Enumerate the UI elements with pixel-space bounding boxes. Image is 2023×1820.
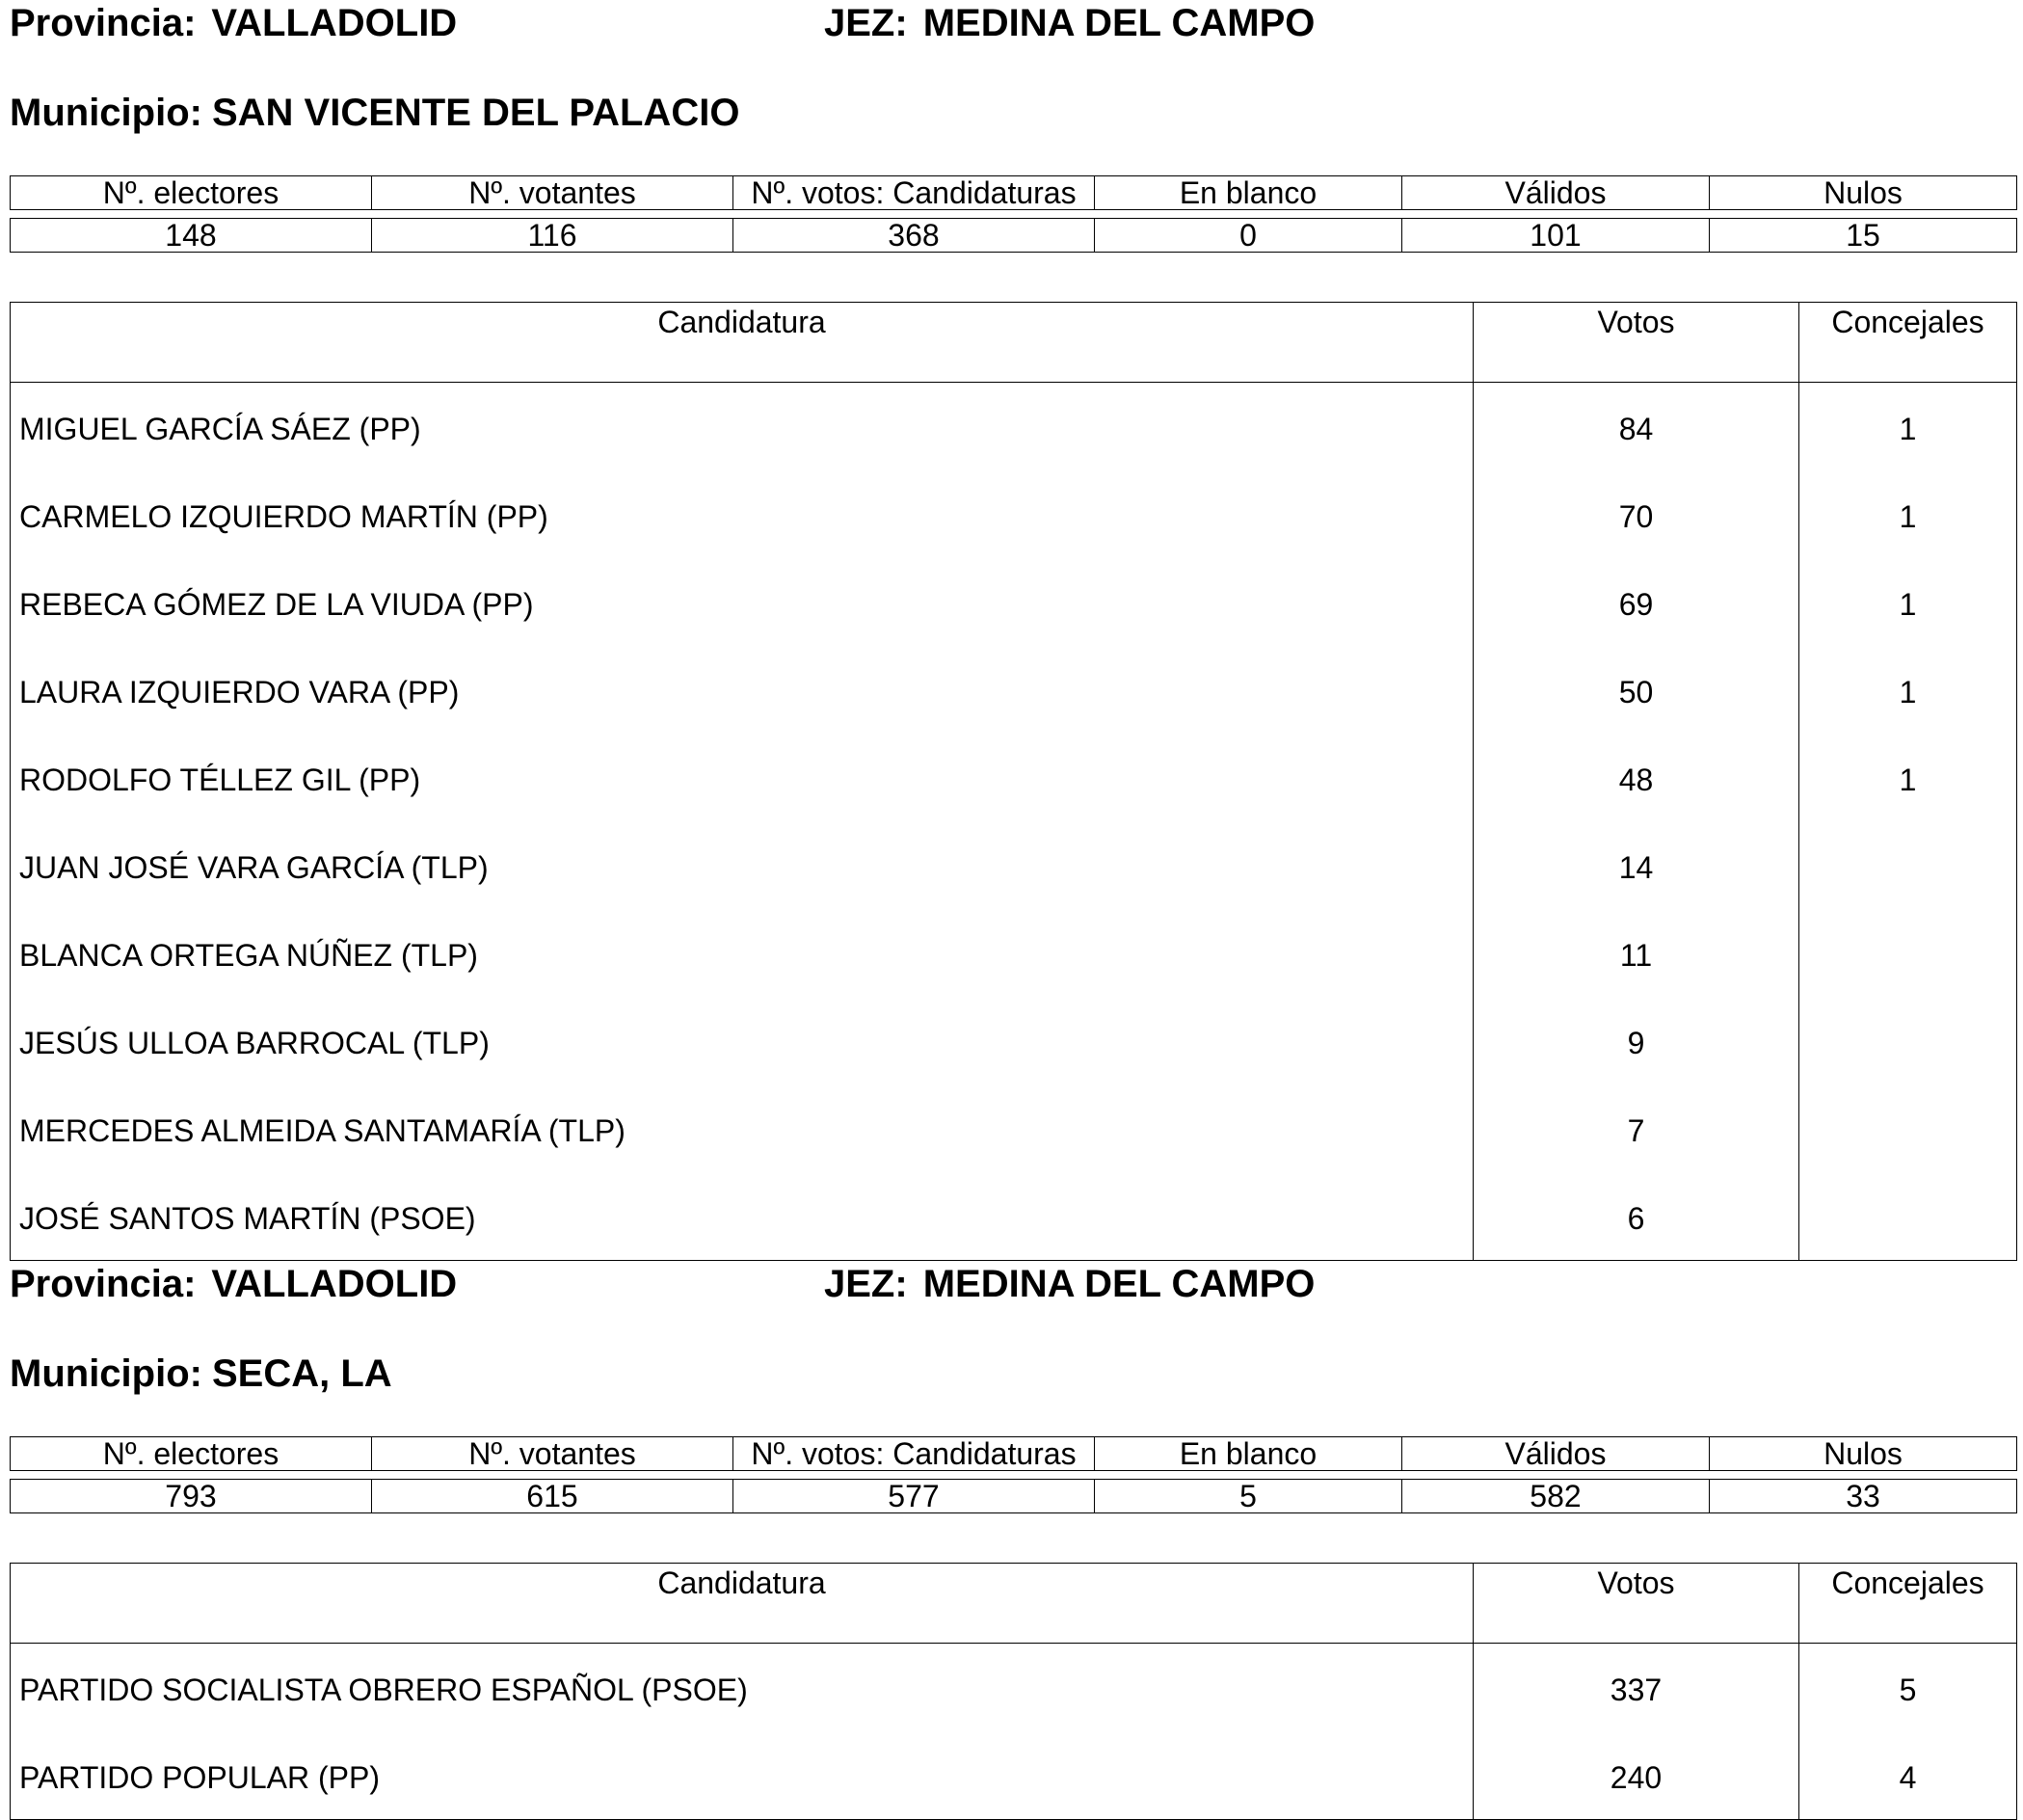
stats-value-en-blanco: 0 xyxy=(1095,219,1402,253)
candidate-concejales xyxy=(1799,997,2017,1084)
provincia-value: VALLADOLID xyxy=(211,1263,458,1305)
municipio-heading xyxy=(10,89,739,137)
table-row xyxy=(11,1644,2017,1732)
candidate-name: PARTIDO SOCIALISTA OBRERO ESPAÑOL (PSOE) xyxy=(11,1644,1474,1732)
table-row xyxy=(11,646,2017,734)
stats-header-validos: Válidos xyxy=(1402,1437,1710,1471)
jez-value: MEDINA DEL CAMPO xyxy=(922,1263,1316,1305)
candidate-name: PARTIDO POPULAR (PP) xyxy=(11,1731,1474,1820)
stats-header-row xyxy=(11,176,2017,210)
candidate-name: JUAN JOSÉ VARA GARCÍA (TLP) xyxy=(11,821,1474,909)
candidate-concejales: 4 xyxy=(1799,1731,2017,1820)
jez-value: MEDINA DEL CAMPO xyxy=(922,2,1316,44)
jez-label: JEZ: xyxy=(824,1263,908,1305)
candidate-votos: 70 xyxy=(1474,470,1799,558)
stats-value-validos: 101 xyxy=(1402,219,1710,253)
stats-value-votantes: 615 xyxy=(372,1480,733,1513)
candidate-name: JOSÉ SANTOS MARTÍN (PSOE) xyxy=(11,1172,1474,1261)
candidate-votos: 50 xyxy=(1474,646,1799,734)
stats-header-votantes: Nº. votantes xyxy=(372,176,733,210)
table-row xyxy=(11,997,2017,1084)
candidate-concejales: 1 xyxy=(1799,470,2017,558)
candidate-votos: 337 xyxy=(1474,1644,1799,1732)
jez-label: JEZ: xyxy=(824,2,908,44)
stats-header-votantes: Nº. votantes xyxy=(372,1437,733,1471)
candidate-votos: 9 xyxy=(1474,997,1799,1084)
stats-value-validos: 582 xyxy=(1402,1480,1710,1513)
municipio-label: Municipio: xyxy=(10,92,202,134)
candidate-votos: 84 xyxy=(1474,383,1799,471)
stats-header-en-blanco: En blanco xyxy=(1095,1437,1402,1471)
stats-value-votos-candidaturas: 577 xyxy=(733,1480,1095,1513)
header-votos: Votos xyxy=(1474,303,1799,383)
candidate-votos: 48 xyxy=(1474,734,1799,821)
candidate-concejales xyxy=(1799,1172,2017,1261)
stats-value-nulos: 15 xyxy=(1710,219,2017,253)
table-row xyxy=(11,1172,2017,1261)
stats-header-en-blanco: En blanco xyxy=(1095,176,1402,210)
table-row xyxy=(11,821,2017,909)
provincia-heading xyxy=(10,1261,457,1307)
table-row xyxy=(11,909,2017,997)
table-row xyxy=(11,1084,2017,1172)
candidate-votos: 6 xyxy=(1474,1172,1799,1261)
jez-heading xyxy=(824,0,1315,46)
municipality-section-2 xyxy=(10,1261,2016,1813)
candidate-name: CARMELO IZQUIERDO MARTÍN (PP) xyxy=(11,470,1474,558)
stats-table xyxy=(10,1436,2017,1513)
stats-gap xyxy=(11,1471,2017,1480)
provincia-label: Provincia: xyxy=(10,1263,197,1305)
municipio-label: Municipio: xyxy=(10,1352,202,1395)
candidate-concejales xyxy=(1799,909,2017,997)
table-row xyxy=(11,1731,2017,1820)
stats-header-electores: Nº. electores xyxy=(11,1437,372,1471)
stats-value-en-blanco: 5 xyxy=(1095,1480,1402,1513)
jez-heading xyxy=(824,1261,1315,1307)
stats-header-electores: Nº. electores xyxy=(11,176,372,210)
table-row xyxy=(11,558,2017,646)
candidate-votos: 11 xyxy=(1474,909,1799,997)
candidate-votos: 240 xyxy=(1474,1731,1799,1820)
provincia-heading xyxy=(10,0,457,46)
table-row xyxy=(11,734,2017,821)
candidate-votos: 69 xyxy=(1474,558,1799,646)
stats-value-votos-candidaturas: 368 xyxy=(733,219,1095,253)
stats-header-validos: Válidos xyxy=(1402,176,1710,210)
candidate-concejales: 1 xyxy=(1799,734,2017,821)
stats-value-row xyxy=(11,1480,2017,1513)
candidate-name: LAURA IZQUIERDO VARA (PP) xyxy=(11,646,1474,734)
candidate-concejales: 1 xyxy=(1799,558,2017,646)
stats-header-row xyxy=(11,1437,2017,1471)
candidates-table xyxy=(10,302,2017,1261)
municipality-section-1 xyxy=(10,0,2016,1236)
candidate-votos: 14 xyxy=(1474,821,1799,909)
candidates-table xyxy=(10,1563,2017,1820)
stats-value-nulos: 33 xyxy=(1710,1480,2017,1513)
candidates-header-row xyxy=(11,303,2017,383)
stats-header-nulos: Nulos xyxy=(1710,1437,2017,1471)
header-candidatura: Candidatura xyxy=(11,303,1474,383)
candidate-name: RODOLFO TÉLLEZ GIL (PP) xyxy=(11,734,1474,821)
table-row xyxy=(11,470,2017,558)
header-concejales: Concejales xyxy=(1799,1564,2017,1644)
stats-header-votos-candidaturas: Nº. votos: Candidaturas xyxy=(733,176,1095,210)
candidate-votos: 7 xyxy=(1474,1084,1799,1172)
candidate-name: REBECA GÓMEZ DE LA VIUDA (PP) xyxy=(11,558,1474,646)
stats-value-electores: 793 xyxy=(11,1480,372,1513)
stats-value-electores: 148 xyxy=(11,219,372,253)
candidate-concejales: 1 xyxy=(1799,646,2017,734)
candidate-concejales xyxy=(1799,1084,2017,1172)
table-row xyxy=(11,383,2017,471)
provincia-label: Provincia: xyxy=(10,2,197,44)
stats-gap xyxy=(11,210,2017,219)
stats-value-row xyxy=(11,219,2017,253)
municipio-heading xyxy=(10,1350,392,1398)
header-concejales: Concejales xyxy=(1799,303,2017,383)
header-candidatura: Candidatura xyxy=(11,1564,1474,1644)
header-votos: Votos xyxy=(1474,1564,1799,1644)
candidate-concejales: 5 xyxy=(1799,1644,2017,1732)
municipio-value: SECA, LA xyxy=(211,1352,392,1395)
stats-table xyxy=(10,175,2017,253)
candidate-name: MERCEDES ALMEIDA SANTAMARÍA (TLP) xyxy=(11,1084,1474,1172)
stats-header-votos-candidaturas: Nº. votos: Candidaturas xyxy=(733,1437,1095,1471)
candidate-concejales xyxy=(1799,821,2017,909)
municipio-value: SAN VICENTE DEL PALACIO xyxy=(211,92,740,134)
candidate-concejales: 1 xyxy=(1799,383,2017,471)
stats-header-nulos: Nulos xyxy=(1710,176,2017,210)
candidate-name: MIGUEL GARCÍA SÁEZ (PP) xyxy=(11,383,1474,471)
provincia-value: VALLADOLID xyxy=(211,2,458,44)
stats-value-votantes: 116 xyxy=(372,219,733,253)
candidate-name: BLANCA ORTEGA NÚÑEZ (TLP) xyxy=(11,909,1474,997)
candidate-name: JESÚS ULLOA BARROCAL (TLP) xyxy=(11,997,1474,1084)
candidates-header-row xyxy=(11,1564,2017,1644)
